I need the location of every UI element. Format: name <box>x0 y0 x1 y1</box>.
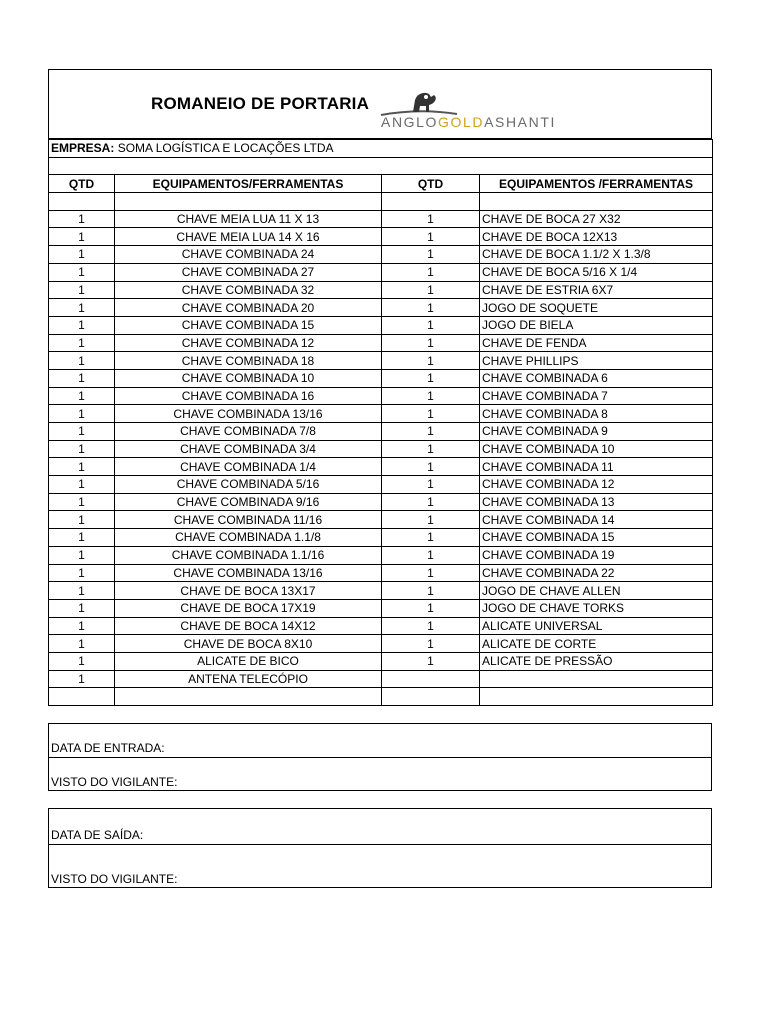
anglogold-logo <box>379 88 679 134</box>
equip-right-cell: CHAVE DE BOCA 27 X32 <box>480 210 713 228</box>
qtd-right-cell: 1 <box>382 228 480 246</box>
table-row <box>49 546 713 564</box>
qtd-right-cell: 1 <box>382 582 480 600</box>
qtd-left-cell: 1 <box>49 564 115 582</box>
qtd-left-cell: 1 <box>49 670 115 688</box>
qtd-left-cell: 1 <box>49 458 115 476</box>
equip-right-cell: CHAVE COMBINADA 8 <box>480 405 713 423</box>
table-row <box>49 493 713 511</box>
qtd-left-cell: 1 <box>49 299 115 317</box>
equip-right-cell: CHAVE DE BOCA 1.1/2 X 1.3/8 <box>480 246 713 264</box>
qtd-left-cell: 1 <box>49 423 115 441</box>
table-row <box>49 423 713 441</box>
equip-left-cell: CHAVE COMBINADA 16 <box>115 387 382 405</box>
qtd-right-cell: 1 <box>382 246 480 264</box>
equip-right-cell: CHAVE COMBINADA 11 <box>480 458 713 476</box>
equip-left-cell: CHAVE COMBINADA 11/16 <box>115 511 382 529</box>
qtd-right-cell: 1 <box>382 263 480 281</box>
equip-right-cell: CHAVE DE BOCA 5/16 X 1/4 <box>480 263 713 281</box>
table-row <box>49 299 713 317</box>
header-box <box>48 69 712 139</box>
equip-left-cell: CHAVE COMBINADA 13/16 <box>115 405 382 423</box>
qtd-right-cell: 1 <box>382 352 480 370</box>
table-row <box>49 476 713 494</box>
equip-left-cell: CHAVE COMBINADA 20 <box>115 299 382 317</box>
entrada-date-row <box>49 724 711 757</box>
equipment-table <box>48 139 713 706</box>
saida-visto-row <box>49 844 711 888</box>
qtd-left-cell: 1 <box>49 316 115 334</box>
qtd-right-cell: 1 <box>382 316 480 334</box>
equip-left-cell: CHAVE COMBINADA 1.1/16 <box>115 546 382 564</box>
qtd-right-cell: 1 <box>382 387 480 405</box>
equip-right-cell: JOGO DE BIELA <box>480 316 713 334</box>
qtd-right-cell: 1 <box>382 281 480 299</box>
table-row <box>49 352 713 370</box>
col-header-qtd-left: QTD <box>49 175 115 193</box>
qtd-left-cell: 1 <box>49 246 115 264</box>
col-header-qtd-right: QTD <box>382 175 480 193</box>
equip-left-cell: CHAVE COMBINADA 1/4 <box>115 458 382 476</box>
qtd-right-cell: 1 <box>382 458 480 476</box>
equip-left-cell: CHAVE DE BOCA 17X19 <box>115 599 382 617</box>
qtd-left-cell: 1 <box>49 582 115 600</box>
entrada-date-label: DATA DE ENTRADA: <box>51 741 165 755</box>
equip-right-cell: CHAVE DE ESTRIA 6X7 <box>480 281 713 299</box>
qtd-right-cell: 1 <box>382 652 480 670</box>
qtd-right-cell: 1 <box>382 334 480 352</box>
equip-right-cell: CHAVE COMBINADA 7 <box>480 387 713 405</box>
table-row <box>49 440 713 458</box>
saida-visto-label: VISTO DO VIGILANTE: <box>51 872 178 886</box>
qtd-left-cell: 1 <box>49 546 115 564</box>
qtd-left-cell: 1 <box>49 635 115 653</box>
qtd-right-cell: 1 <box>382 423 480 441</box>
equip-right-cell: ALICATE UNIVERSAL <box>480 617 713 635</box>
equip-right-cell: JOGO DE CHAVE TORKS <box>480 599 713 617</box>
table-row <box>49 635 713 653</box>
qtd-left-cell: 1 <box>49 617 115 635</box>
col-header-equip-right: EQUIPAMENTOS /FERRAMENTAS <box>480 175 713 193</box>
qtd-right-cell: 1 <box>382 564 480 582</box>
equip-right-cell: CHAVE PHILLIPS <box>480 352 713 370</box>
qtd-right-cell: 1 <box>382 299 480 317</box>
equip-left-cell: CHAVE COMBINADA 32 <box>115 281 382 299</box>
blank-row <box>49 157 713 175</box>
equip-left-cell: CHAVE MEIA LUA 11 X 13 <box>115 210 382 228</box>
qtd-left-cell: 1 <box>49 263 115 281</box>
qtd-left-cell: 1 <box>49 493 115 511</box>
qtd-left-cell: 1 <box>49 476 115 494</box>
equip-left-cell: CHAVE COMBINADA 18 <box>115 352 382 370</box>
table-row <box>49 281 713 299</box>
qtd-right-cell <box>382 670 480 688</box>
qtd-right-cell: 1 <box>382 210 480 228</box>
equip-right-cell: CHAVE COMBINADA 13 <box>480 493 713 511</box>
equip-right-cell: CHAVE COMBINADA 14 <box>480 511 713 529</box>
equip-left-cell: CHAVE COMBINADA 7/8 <box>115 423 382 441</box>
table-row <box>49 582 713 600</box>
entrada-visto-row <box>49 757 711 791</box>
equip-right-cell: ALICATE DE CORTE <box>480 635 713 653</box>
equip-left-cell: CHAVE DE BOCA 13X17 <box>115 582 382 600</box>
table-row <box>49 387 713 405</box>
col-header-equip-left: EQUIPAMENTOS/FERRAMENTAS <box>115 175 382 193</box>
equip-left-cell: CHAVE COMBINADA 27 <box>115 263 382 281</box>
equip-left-cell: CHAVE COMBINADA 15 <box>115 316 382 334</box>
table-row <box>49 564 713 582</box>
qtd-right-cell: 1 <box>382 369 480 387</box>
equip-left-cell: CHAVE MEIA LUA 14 X 16 <box>115 228 382 246</box>
table-row <box>49 652 713 670</box>
qtd-left-cell: 1 <box>49 511 115 529</box>
equip-right-cell: CHAVE COMBINADA 10 <box>480 440 713 458</box>
equip-right-cell <box>480 670 713 688</box>
qtd-right-cell: 1 <box>382 511 480 529</box>
qtd-right-cell: 1 <box>382 546 480 564</box>
qtd-right-cell: 1 <box>382 617 480 635</box>
equip-right-cell: CHAVE COMBINADA 6 <box>480 369 713 387</box>
table-row <box>49 228 713 246</box>
table-row <box>49 263 713 281</box>
qtd-left-cell: 1 <box>49 387 115 405</box>
qtd-left-cell: 1 <box>49 210 115 228</box>
qtd-right-cell: 1 <box>382 599 480 617</box>
qtd-left-cell: 1 <box>49 440 115 458</box>
entrada-box <box>48 723 712 791</box>
qtd-left-cell: 1 <box>49 529 115 547</box>
equip-left-cell: CHAVE COMBINADA 5/16 <box>115 476 382 494</box>
equip-right-cell: ALICATE DE PRESSÃO <box>480 652 713 670</box>
table-row <box>49 529 713 547</box>
table-row <box>49 599 713 617</box>
table-row <box>49 670 713 688</box>
qtd-right-cell: 1 <box>382 405 480 423</box>
qtd-left-cell: 1 <box>49 352 115 370</box>
blank-row <box>49 193 713 211</box>
qtd-right-cell: 1 <box>382 493 480 511</box>
blank-row <box>49 688 713 706</box>
equip-left-cell: CHAVE COMBINADA 10 <box>115 369 382 387</box>
empresa-value: SOMA LOGÍSTICA E LOCAÇÕES LTDA <box>117 141 334 156</box>
table-row <box>49 458 713 476</box>
qtd-left-cell: 1 <box>49 281 115 299</box>
table-row <box>49 369 713 387</box>
equip-right-cell: CHAVE COMBINADA 12 <box>480 476 713 494</box>
equip-right-cell: CHAVE COMBINADA 22 <box>480 564 713 582</box>
equip-right-cell: CHAVE COMBINADA 15 <box>480 529 713 547</box>
equip-right-cell: CHAVE COMBINADA 9 <box>480 423 713 441</box>
qtd-left-cell: 1 <box>49 228 115 246</box>
qtd-left-cell: 1 <box>49 369 115 387</box>
equip-left-cell: CHAVE DE BOCA 14X12 <box>115 617 382 635</box>
empresa-label: EMPRESA: <box>51 141 115 156</box>
equip-right-cell: CHAVE DE BOCA 12X13 <box>480 228 713 246</box>
equip-left-cell: ALICATE DE BICO <box>115 652 382 670</box>
entrada-visto-label: VISTO DO VIGILANTE: <box>51 775 178 789</box>
table-row <box>49 334 713 352</box>
qtd-right-cell: 1 <box>382 529 480 547</box>
equip-left-cell: CHAVE COMBINADA 13/16 <box>115 564 382 582</box>
equip-left-cell: CHAVE COMBINADA 1.1/8 <box>115 529 382 547</box>
qtd-left-cell: 1 <box>49 405 115 423</box>
qtd-left-cell: 1 <box>49 599 115 617</box>
equip-left-cell: CHAVE COMBINADA 9/16 <box>115 493 382 511</box>
equip-left-cell: CHAVE COMBINADA 12 <box>115 334 382 352</box>
saida-box <box>48 808 712 888</box>
saida-date-label: DATA DE SAÍDA: <box>51 828 144 842</box>
equip-left-cell: CHAVE DE BOCA 8X10 <box>115 635 382 653</box>
table-row <box>49 210 713 228</box>
qtd-left-cell: 1 <box>49 334 115 352</box>
table-header-row <box>49 175 713 193</box>
page-title: ROMANEIO DE PORTARIA <box>151 94 370 113</box>
equip-left-cell: ANTENA TELECÓPIO <box>115 670 382 688</box>
qtd-right-cell: 1 <box>382 440 480 458</box>
table-row <box>49 246 713 264</box>
equip-left-cell: CHAVE COMBINADA 3/4 <box>115 440 382 458</box>
table-row <box>49 405 713 423</box>
logo-wordmark: ANGLOGOLDASHANTI <box>381 114 556 130</box>
empresa-row <box>49 140 713 158</box>
equip-right-cell: CHAVE COMBINADA 19 <box>480 546 713 564</box>
table-row <box>49 511 713 529</box>
saida-date-row <box>49 809 711 844</box>
qtd-right-cell: 1 <box>382 476 480 494</box>
equip-right-cell: JOGO DE SOQUETE <box>480 299 713 317</box>
table-row <box>49 617 713 635</box>
table-row <box>49 316 713 334</box>
qtd-left-cell: 1 <box>49 652 115 670</box>
equip-right-cell: JOGO DE CHAVE ALLEN <box>480 582 713 600</box>
equip-right-cell: CHAVE DE FENDA <box>480 334 713 352</box>
equip-left-cell: CHAVE COMBINADA 24 <box>115 246 382 264</box>
qtd-right-cell: 1 <box>382 635 480 653</box>
romaneio-sheet <box>48 69 712 706</box>
